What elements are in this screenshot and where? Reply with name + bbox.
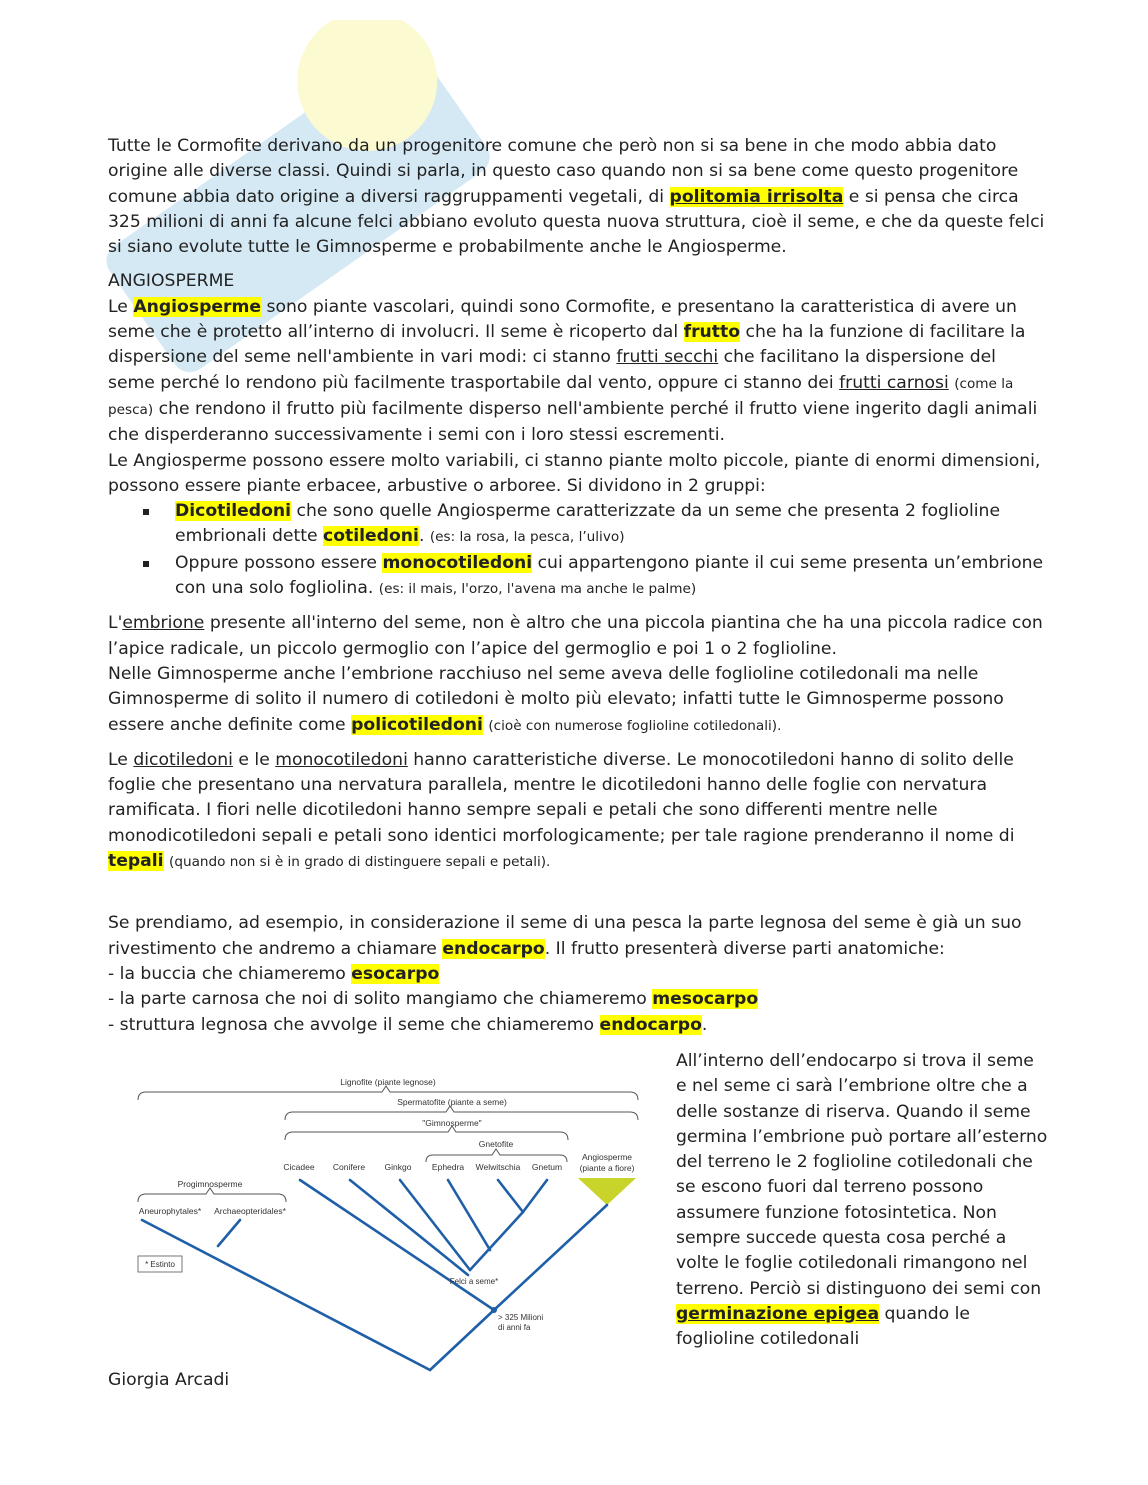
label-felci-a-seme: Felci a seme*: [449, 1277, 499, 1286]
text-run: che facilitano la dispersione del seme perché lo rendono più facilmente trasportabile dal vento, oppure ci stanno dei: [108, 347, 996, 393]
text-run: L': [108, 613, 123, 634]
text-run: esocarpo: [351, 963, 440, 984]
text-run: Le: [108, 749, 134, 770]
text-run: sono piante vascolari, quindi sono Cormofite, e presentano la caratteristica di avere un seme che è protetto all’interno di involucri. Il seme è ricoperto dal: [108, 296, 1017, 343]
branch-ephedra: [448, 1180, 490, 1250]
taxon-angiosperme: Angiosperme: [581, 1152, 633, 1162]
text-run: che ha la funzione di facilitare la dispersione del seme nell'ambiente in vari modi: ci stanno: [108, 322, 1026, 368]
taxon-ginkgo: Ginkgo: [384, 1162, 412, 1172]
branch-archaeopteridales: [218, 1220, 240, 1246]
text-run: policotiledoni: [351, 714, 483, 735]
text-run: tepali: [108, 851, 164, 872]
text-run: e le: [232, 749, 276, 770]
text-run: - la buccia che chiameremo: [108, 963, 352, 984]
text-run: monocotiledoni: [382, 552, 533, 573]
list-item-monocotiledoni: [175, 551, 1048, 603]
label-lignofite: Lignofite (piante legnose): [340, 1077, 436, 1087]
node-dot: [491, 1307, 497, 1313]
text-run: (es: la rosa, la pesca, l’ulivo): [429, 529, 625, 546]
text-run: (come la pesca): [108, 375, 1014, 418]
taxon-conifere: Conifere: [332, 1162, 366, 1172]
bracket-gimnosperme: [285, 1126, 568, 1140]
text-run: - struttura legnosa che avvolge il seme che chiameremo: [108, 1014, 600, 1035]
branch-gnetales-stem: [470, 1212, 523, 1270]
text-run: monocotiledoni: [275, 749, 408, 770]
text-run: (cioè con numerose foglioline cotiledonali).: [488, 717, 782, 734]
branch-welwitschia: [498, 1180, 523, 1212]
pesca-paragraph: [108, 911, 1048, 962]
bracket-gnetofite: [426, 1149, 567, 1162]
fruit-part-mesocarpo: [108, 987, 1048, 1012]
text-run: frutto: [683, 322, 741, 343]
phylogenetic-tree-figure: [130, 1070, 650, 1382]
intro-paragraph: [108, 134, 1048, 260]
list-item-dicotiledoni: [175, 499, 1048, 551]
branch-ginkgo: [400, 1180, 470, 1270]
label-gimnosperme: "Gimnosperme": [422, 1118, 482, 1128]
text-run: e si pensa che circa 325 milioni di anni fa alcune felci abbiano evoluto questa nuova struttura, cioè il seme, e che da queste felci si siano evolute tutte le Gimnosperme e probabilmente anche le Angiosperme.: [108, 186, 1045, 258]
branch-cicadee: [300, 1180, 494, 1310]
label-progimnosperme: Progimnosperme: [177, 1179, 243, 1189]
text-run: . Il frutto presenterà diverse parti anatomiche:: [544, 938, 945, 959]
section-heading-angiosperme: ANGIOSPERME: [108, 271, 235, 292]
author-name: Giorgia Arcadi: [108, 1368, 233, 1393]
text-run: politomia irrisolta: [669, 186, 844, 207]
differences-paragraph: [108, 748, 1048, 875]
text-run: embrione: [122, 613, 205, 634]
text-run: Nelle Gimnosperme anche l’embrione racchiuso nel seme aveva delle foglioline cotiledonali ma nelle Gimnosperme di solito il numero di cotiledoni è molto più elevato; infatti tutte le Gimnosperme possono essere anche definite come: [108, 663, 1004, 735]
label-spermatofite: Spermatofite (piante a seme): [397, 1097, 507, 1107]
text-run: Le Angiosperme possono essere molto variabili, ci stanno piante molto piccole, piante di enormi dimensioni, possono essere piante erbacee, arbustive o arboree. Si dividono in 2 gruppi:: [108, 450, 1041, 496]
text-run: quando le foglioline cotiledonali: [676, 1303, 970, 1350]
text-run: frutti carnosi: [839, 372, 949, 393]
text-run: mesocarpo: [652, 989, 759, 1010]
groups-list: [108, 499, 1048, 602]
fruit-part-esocarpo: [108, 962, 1048, 987]
gimnosperme-paragraph: [108, 662, 1048, 739]
branch-aneurophytales: [142, 1220, 430, 1370]
legend-estinto: * Estinto: [145, 1260, 175, 1269]
branch-conifere: [350, 1180, 468, 1275]
label-age-1: > 325 Milioni: [498, 1313, 544, 1322]
text-run: Angiosperme: [133, 296, 262, 317]
text-run: dicotiledoni: [133, 749, 233, 770]
variability-paragraph: [108, 449, 1048, 500]
taxon-ephedra: Ephedra: [431, 1162, 465, 1172]
text-run: cotiledoni: [323, 526, 419, 547]
text-run: endocarpo: [599, 1014, 702, 1035]
branch-gnetum: [523, 1180, 547, 1212]
text-run: presente all'interno del seme, non è altro che una piccola piantina che ha una piccola radice con l’apice radicale, un piccolo germoglio con l’apice del germoglio e poi 1 o 2 foglioline.: [108, 613, 1043, 659]
label-gnetofite: Gnetofite: [478, 1139, 514, 1149]
text-run: endocarpo: [442, 938, 545, 959]
document-body: [108, 134, 1048, 1038]
text-run: (es: il mais, l'orzo, l'avena ma anche le palme): [378, 581, 697, 598]
text-run: .: [418, 526, 430, 547]
taxon-aneurophytales: Aneurophytales*: [138, 1206, 202, 1216]
text-run: All’interno dell’endocarpo si trova il seme e nel seme ci sarà l’embrione oltre che a delle sostanze di riserva. Quando il seme germina l’embrione può portare all’esterno del terreno le 2 foglioline cotiledonali che se escono fuori dal terreno possono assumere funzione fotosintetica. Non sempre succede questa cosa perché a volte le foglie cotiledonali rimangono nel terreno. Perciò si distinguono dei semi con: [676, 1051, 1048, 1299]
text-run: germinazione epigea: [676, 1303, 880, 1324]
angiosperme-paragraph: [108, 295, 1048, 449]
taxon-welwitschia: Welwitschia: [475, 1162, 521, 1172]
germinazione-paragraph: [676, 1049, 1048, 1353]
taxon-cicadee: Cicadee: [283, 1162, 315, 1172]
text-run: - la parte carnosa che noi di solito mangiamo che chiameremo: [108, 989, 653, 1010]
label-age-2: di anni fa: [498, 1323, 531, 1332]
text-run: .: [701, 1014, 708, 1035]
branch-angiosperme: [494, 1205, 607, 1310]
text-run: cui appartengono piante il cui seme presenta un’embrione con una solo fogliolina.: [175, 552, 1044, 599]
fruit-part-endocarpo: [108, 1013, 1048, 1038]
text-run: hanno caratteristiche diverse. Le monocotiledoni hanno di solito delle foglie che presentano una nervatura parallela, mentre le dicotiledoni hanno delle foglie con nervatura ramificata. I fiori nelle dicotiledoni hanno sempre sepali e petali che sono differenti mentre nelle monodicotiledoni sepali e petali sono identici morfologicamente; per tale ragione prenderanno il nome di: [108, 749, 1015, 846]
taxon-archaeopteridales: Archaeopteridales*: [214, 1206, 286, 1216]
text-run: frutti secchi: [616, 347, 719, 368]
embrione-paragraph: [108, 611, 1048, 662]
text-run: Tutte le Cormofite derivano da un progenitore comune che però non si sa bene in che modo abbia dato origine alle diverse classi. Quindi si parla, in questo caso quando non si sa bene come questo progenitore comune abbia dato origine a diversi raggruppamenti vegetali, di: [108, 136, 1019, 207]
text-run: che sono quelle Angiosperme caratterizzate da un seme che presenta 2 foglioline embrionali dette: [175, 501, 1001, 547]
text-run: Oppure possono essere: [175, 552, 383, 573]
text-run: (quando non si è in grado di distinguere sepali e petali).: [169, 854, 551, 871]
text-run: Dicotiledoni: [175, 501, 292, 522]
angiosperme-clade-triangle: [578, 1178, 636, 1205]
taxon-gnetum: Gnetum: [531, 1162, 563, 1172]
bracket-lignofite: [138, 1086, 638, 1100]
text-run: che rendono il frutto più facilmente disperso nell'ambiente perché il frutto viene ingerito dagli animali che disperderanno successivamente i semi con i loro stessi escrementi.: [108, 398, 1038, 446]
branch-root: [430, 1310, 494, 1370]
taxon-angiosperme-note: (piante a fiore): [579, 1163, 635, 1173]
text-run: Se prendiamo, ad esempio, in considerazione il seme di una pesca la parte legnosa del seme è già un suo rivestimento che andremo a chiamare: [108, 913, 1022, 959]
text-run: Le: [108, 296, 134, 317]
bracket-progimnosperme: [138, 1188, 286, 1202]
